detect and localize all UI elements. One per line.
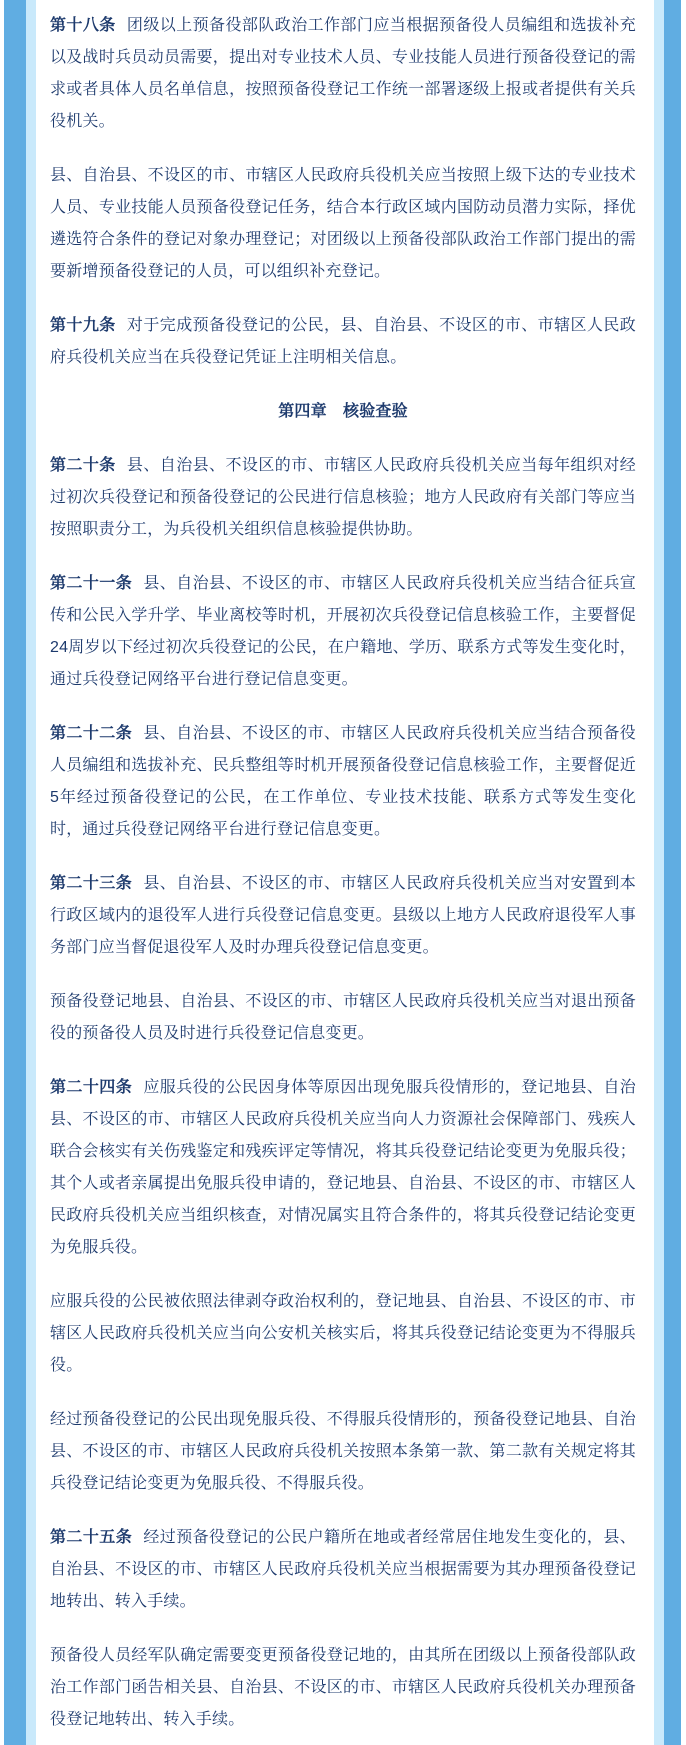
right-border-stripe-light [654,0,664,1745]
article-number: 第二十三条 [50,875,133,892]
article-number: 第二十五条 [50,1529,133,1546]
body-paragraph: 县、自治县、不设区的市、市辖区人民政府兵役机关应当按照上级下达的专业技术人员、专业技能人员预备役登记任务，结合本行政区域内国防动员潜力实际，择优遴选符合条件的登记对象办理登记；对团级以上预备役部队政治工作部门提出的需要新增预备役登记的人员，可以组织补充登记。 [50,167,636,280]
body-paragraph: 预备役登记地县、自治县、不设区的市、市辖区人民政府兵役机关应当对退出预备役的预备役人员及时进行兵役登记信息变更。 [50,993,636,1042]
left-border-stripe [4,0,26,1745]
article-number: 第二十四条 [50,1079,133,1096]
article-paragraph: 第二十一条 县、自治县、不设区的市、市辖区人民政府兵役机关应当结合征兵宣传和公民入学升学、毕业离校等时机，开展初次兵役登记信息核验工作，主要督促24周岁以下经过初次兵役登记的公民，在户籍地、学历、联系方式等发生变化时，通过兵役登记网络平台进行登记信息变更。 [50,575,636,688]
article-paragraph: 第二十二条 县、自治县、不设区的市、市辖区人民政府兵役机关应当结合预备役人员编组和选拔补充、民兵整组等时机开展预备役登记信息核验工作，主要督促近5年经过预备役登记的公民，在工作单位、专业技术技能、联系方式等发生变化时，通过兵役登记网络平台进行登记信息变更。 [50,725,636,838]
article-number: 第十九条 [50,317,116,334]
article-paragraph: 第二十三条 县、自治县、不设区的市、市辖区人民政府兵役机关应当对安置到本行政区域内的退役军人进行兵役登记信息变更。县级以上地方人民政府退役军人事务部门应当督促退役军人及时办理兵役登记信息变更。 [50,875,636,956]
chapter-heading: 第四章 核验查验 [278,403,408,420]
article-number: 第二十二条 [50,725,133,742]
article-number: 第二十条 [50,457,116,474]
article-paragraph: 第二十五条 经过预备役登记的公民户籍所在地或者经常居住地发生变化的，县、自治县、不设区的市、市辖区人民政府兵役机关应当根据需要为其办理预备役登记地转出、转入手续。 [50,1529,636,1610]
article-paragraph: 第十八条 团级以上预备役部队政治工作部门应当根据预备役人员编组和选拔补充以及战时兵员动员需要，提出对专业技术人员、专业技能人员进行预备役登记的需求或者具体人员名单信息，按照预备役登记工作统一部署逐级上报或者提供有关兵役机关。 [50,17,636,130]
right-border-stripe [664,0,681,1745]
body-paragraph: 预备役人员经军队确定需要变更预备役登记地的，由其所在团级以上预备役部队政治工作部门函告相关县、自治县、不设区的市、市辖区人民政府兵役机关办理预备役登记地转出、转入手续。 [50,1647,636,1728]
left-border-stripe-light [26,0,36,1745]
article-number: 第二十一条 [50,575,133,592]
article-number: 第十八条 [50,17,116,34]
article-paragraph: 第十九条 对于完成预备役登记的公民，县、自治县、不设区的市、市辖区人民政府兵役机关应当在兵役登记凭证上注明相关信息。 [50,317,636,366]
document-body [50,10,636,1736]
article-paragraph: 第二十条 县、自治县、不设区的市、市辖区人民政府兵役机关应当每年组织对经过初次兵役登记和预备役登记的公民进行信息核验；地方人民政府有关部门等应当按照职责分工，为兵役机关组织信息核验提供协助。 [50,457,636,538]
body-paragraph: 应服兵役的公民被依照法律剥夺政治权利的，登记地县、自治县、不设区的市、市辖区人民政府兵役机关应当向公安机关核实后，将其兵役登记结论变更为不得服兵役。 [50,1293,636,1374]
article-paragraph: 第二十四条 应服兵役的公民因身体等原因出现免服兵役情形的，登记地县、自治县、不设区的市、市辖区人民政府兵役机关应当向人力资源社会保障部门、残疾人联合会核实有关伤残鉴定和残疾评定等情况，将其兵役登记结论变更为免服兵役；其个人或者亲属提出免服兵役申请的，登记地县、自治县、不设区的市、市辖区人民政府兵役机关应当组织核查，对情况属实且符合条件的，将其兵役登记结论变更为免服兵役。 [50,1079,636,1256]
body-paragraph: 经过预备役登记的公民出现免服兵役、不得服兵役情形的，预备役登记地县、自治县、不设区的市、市辖区人民政府兵役机关按照本条第一款、第二款有关规定将其兵役登记结论变更为免服兵役、不得服兵役。 [50,1411,636,1492]
